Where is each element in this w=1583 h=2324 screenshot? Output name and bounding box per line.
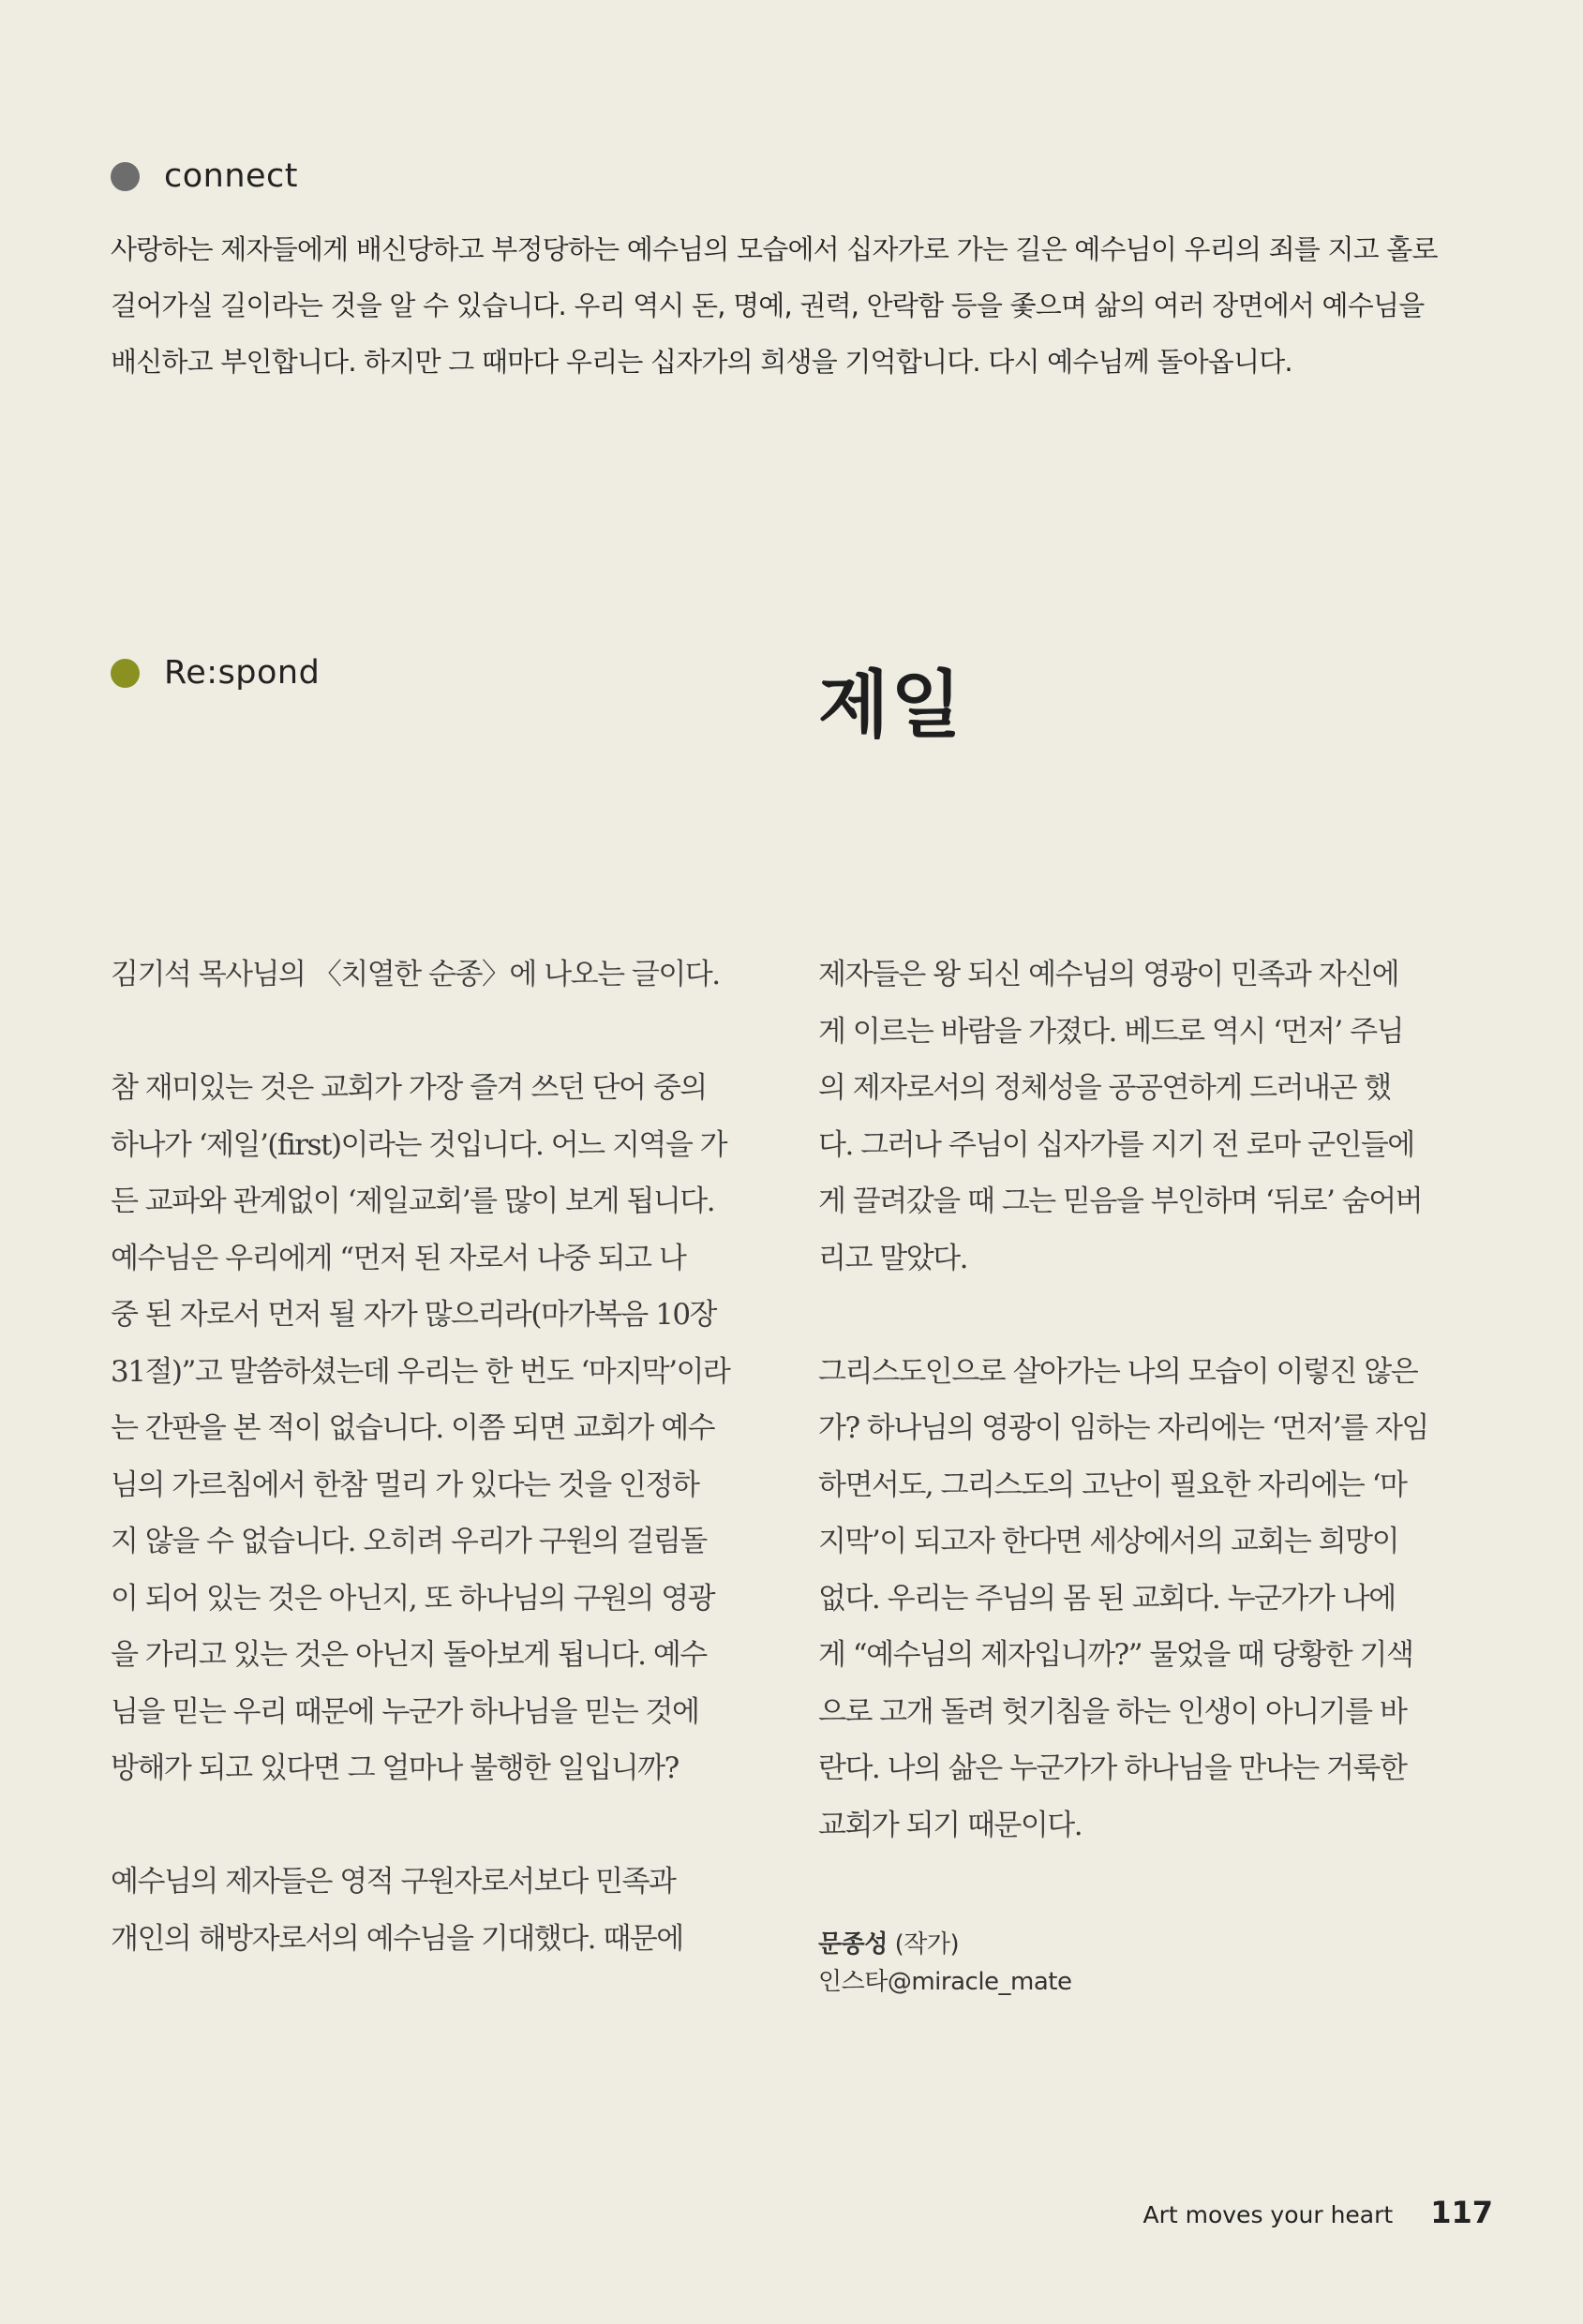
text-line: 리고 말았다. [818,1241,967,1275]
text-line: 님을 믿는 우리 때문에 누군가 하나님을 믿는 것에 [111,1694,699,1729]
author-name: 문종성 [818,1930,888,1959]
paragraph [818,1344,1474,1855]
connect-body [111,221,1479,390]
text-line: 가? 하나님의 영광이 임하는 자리에는 ‘먼저’를 자임 [818,1411,1428,1445]
text-line: 예수님은 우리에게 “먼저 된 자로서 나중 되고 나 [111,1241,686,1275]
footer-tagline: Art moves your heart [1142,2201,1394,2228]
connect-line: 걸어가실 길이라는 것을 알 수 있습니다. 우리 역시 돈, 명예, 권력, 안락함 등을 좇으며 삶의 여러 장면에서 예수님을 [111,290,1425,321]
article-title: 제일 [818,663,963,748]
text-line: 개인의 해방자로서의 예수님을 기대했다. 때문에 [111,1921,683,1956]
connect-line: 사랑하는 제자들에게 배신당하고 부정당하는 예수님의 모습에서 십자가로 가는 길은 예수님이 우리의 죄를 지고 홀로 [111,233,1438,265]
author-role: (작가) [894,1930,960,1959]
respond-heading-label: Re:spond [164,654,321,692]
text-line: 지막’이 되고자 한다면 세상에서의 교회는 희망이 [818,1525,1399,1558]
bullet-dot-icon [111,162,140,191]
text-line: 없다. 우리는 주님의 몸 된 교회다. 누군가가 나에 [818,1581,1396,1616]
author-credit [818,1926,1072,2001]
text-line: 는 간판을 본 적이 없습니다. 이쯤 되면 교회가 예수 [111,1411,715,1445]
connect-heading [111,157,298,195]
text-line: 참 재미있는 것은 교회가 가장 즐겨 쓰던 단어 중의 [111,1071,707,1105]
text-line: 을 가리고 있는 것은 아닌지 돌아보게 됩니다. 예수 [111,1638,707,1672]
text-line: 다. 그러나 주님이 십자가를 지기 전 로마 군인들에 [818,1127,1414,1162]
connect-line: 배신하고 부인합니다. 하지만 그 때마다 우리는 십자가의 희생을 기억합니다. 다시 예수님께 돌아옵니다. [111,346,1292,378]
text-line: 예수님의 제자들은 영적 구원자로서보다 민족과 [111,1865,676,1899]
text-line: 의 제자로서의 정체성을 공공연하게 드러내곤 했 [818,1071,1391,1105]
text-line: 님의 가르침에서 한참 멀리 가 있다는 것을 인정하 [111,1467,699,1502]
page-number: 117 [1430,2195,1493,2230]
text-line: 으로 고개 돌려 헛기침을 하는 인생이 아니기를 바 [818,1694,1407,1729]
text-line: 지 않을 수 없습니다. 오히려 우리가 구원의 걸림돌 [111,1525,707,1558]
author-instagram: 인스타@miracle_mate [818,1968,1072,1996]
bullet-dot-icon [111,659,140,688]
text-line: 방해가 되고 있다면 그 얼마나 불행한 일입니까? [111,1751,679,1785]
paragraph [111,946,767,1004]
paragraph [111,1854,767,1967]
text-line: 31절)”고 말씀하셨는데 우리는 한 번도 ‘마지막’이라 [111,1354,730,1389]
right-column [818,946,1474,1854]
text-line: 교회가 되기 때문이다. [818,1808,1083,1842]
text-line: 김기석 목사님의 〈치열한 순종〉에 나오는 글이다. [111,958,720,991]
text-line: 하나가 ‘제일’(first)이라는 것입니다. 어느 지역을 가 [111,1127,727,1162]
respond-heading [111,654,320,692]
text-line: 게 “예수님의 제자입니까?” 물었을 때 당황한 기색 [818,1638,1413,1672]
text-line: 게 끌려갔을 때 그는 믿음을 부인하며 ‘뒤로’ 숨어버 [818,1184,1423,1218]
text-line: 제자들은 왕 되신 예수님의 영광이 민족과 자신에 [818,958,1399,991]
text-line: 이 되어 있는 것은 아닌지, 또 하나님의 구원의 영광 [111,1581,715,1616]
left-column [111,946,767,1967]
text-line: 중 된 자로서 먼저 될 자가 많으리라(마가복음 10장 [111,1298,716,1332]
paragraph [111,1060,767,1797]
connect-heading-label: connect [164,157,299,195]
text-line: 하면서도, 그리스도의 고난이 필요한 자리에는 ‘마 [818,1467,1407,1502]
page-footer [1142,2195,1493,2230]
text-line: 그리스도인으로 살아가는 나의 모습이 이렇진 않은 [818,1354,1418,1389]
text-line: 란다. 나의 삶은 누군가가 하나님을 만나는 거룩한 [818,1751,1407,1785]
text-line: 게 이르는 바람을 가졌다. 베드로 역시 ‘먼저’ 주님 [818,1014,1404,1049]
text-line: 든 교파와 관계없이 ‘제일교회’를 많이 보게 됩니다. [111,1184,715,1218]
paragraph [818,946,1474,1287]
